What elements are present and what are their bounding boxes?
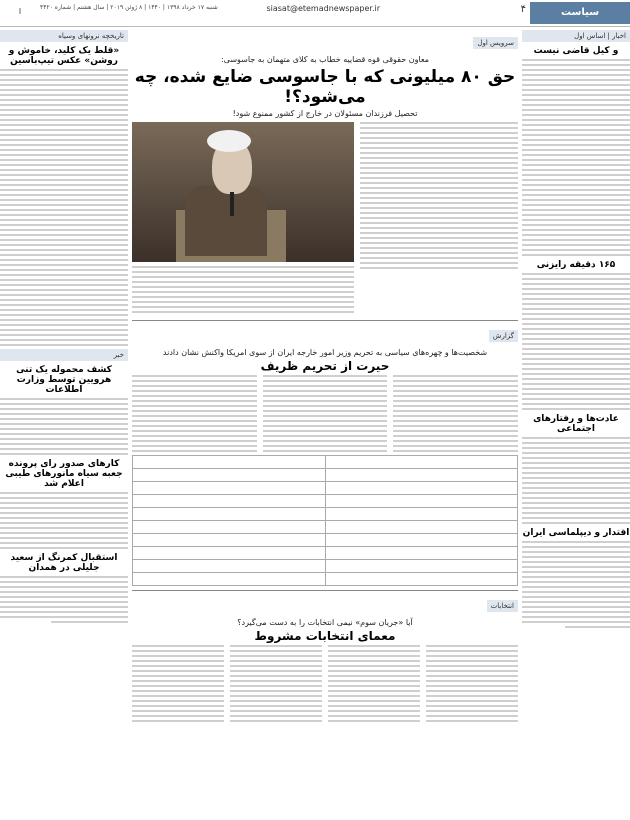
masthead <box>0 0 630 27</box>
center-column <box>132 30 518 820</box>
left-title-1: «قلط یک کلید، خاموش و روشن» عکس تیپ‌باسین <box>8 46 120 66</box>
text-block <box>522 273 630 410</box>
kicker: معاون حقوقی قوه قضاییه خطاب به کلای متهمان به جاسوسی: <box>220 55 430 64</box>
right-column <box>522 30 630 820</box>
text-block <box>522 59 630 256</box>
text-block <box>0 398 128 455</box>
date-line: شنبه ۱۷ خرداد ۱۳۹۸ | ۱۴۴۰ | ۸ ژوئن ۲۰۱۹ | سال هشتم | شماره ۴۴۲۰ <box>40 4 218 11</box>
text-block <box>0 576 128 623</box>
text-block <box>522 437 630 524</box>
center-tag-3: انتخابات <box>487 600 518 612</box>
right-column-tag: اخبار | اساس اول <box>522 30 630 42</box>
right-title-1: و کیل قاضی نیست <box>533 46 619 56</box>
right-title-2: ۱۶۵ دقیقه رایزنی <box>536 260 616 270</box>
data-table <box>132 455 518 586</box>
page-number: ۴ <box>520 4 526 15</box>
headline: حق ۸۰ میلیونی که با جاسوسی ضایع شده، چه می‌شود؟! <box>134 67 516 107</box>
left-column-tag-2: خبر <box>0 349 128 361</box>
center-tag-1: سرویس اول <box>473 37 518 49</box>
story-text-col <box>360 122 518 316</box>
photo-col <box>132 122 354 316</box>
bottom-headline: معمای انتخابات مشروط <box>254 629 396 643</box>
section-divider <box>132 320 518 586</box>
site-address: siasat@etemadnewspaper.ir <box>266 4 380 13</box>
section-divider <box>132 590 518 725</box>
left-title-3: کارهای صدور رای پرونده جعبه سیاه مانورهای طیبی اعلام شد <box>5 459 123 489</box>
speaker-photo <box>132 122 354 262</box>
text-block <box>522 541 630 628</box>
mid-kicker: شخصیت‌ها و چهره‌های سیاسی به تحریم وزیر امور خارجه ایران از سوی امریکا واکنش نشان دادند <box>162 348 488 357</box>
section-title: سیاست <box>530 2 630 24</box>
center-tag-2: گزارش <box>489 330 518 342</box>
left-title-4: استقبال کمرنگ از سعید جلیلی در همدان <box>10 553 118 573</box>
right-title-3: عادت‌ها و رفتارهای اجتماعی <box>533 414 619 434</box>
logo-icon: ا <box>18 7 22 16</box>
text-block <box>0 69 128 346</box>
bottom-kicker: آیا «جریان سوم» نیمی انتخابات را به دست می‌گیرد؟ <box>237 618 413 627</box>
subhead: تحصیل فرزندان مسئولان در خارج از کشور ممنوع شود! <box>232 109 418 118</box>
text-block <box>0 492 128 549</box>
left-title-2: کشف محموله یک تنی هرویین توسط وزارت اطلاعات <box>16 365 112 395</box>
left-column-tag: تاریخچه نرونهای وسیاه <box>0 30 128 42</box>
left-column <box>0 30 128 820</box>
mid-headline: حیرت از تحریم ظریف <box>260 359 390 373</box>
right-title-4: اقتدار و دیپلماسی ایران <box>522 528 630 538</box>
